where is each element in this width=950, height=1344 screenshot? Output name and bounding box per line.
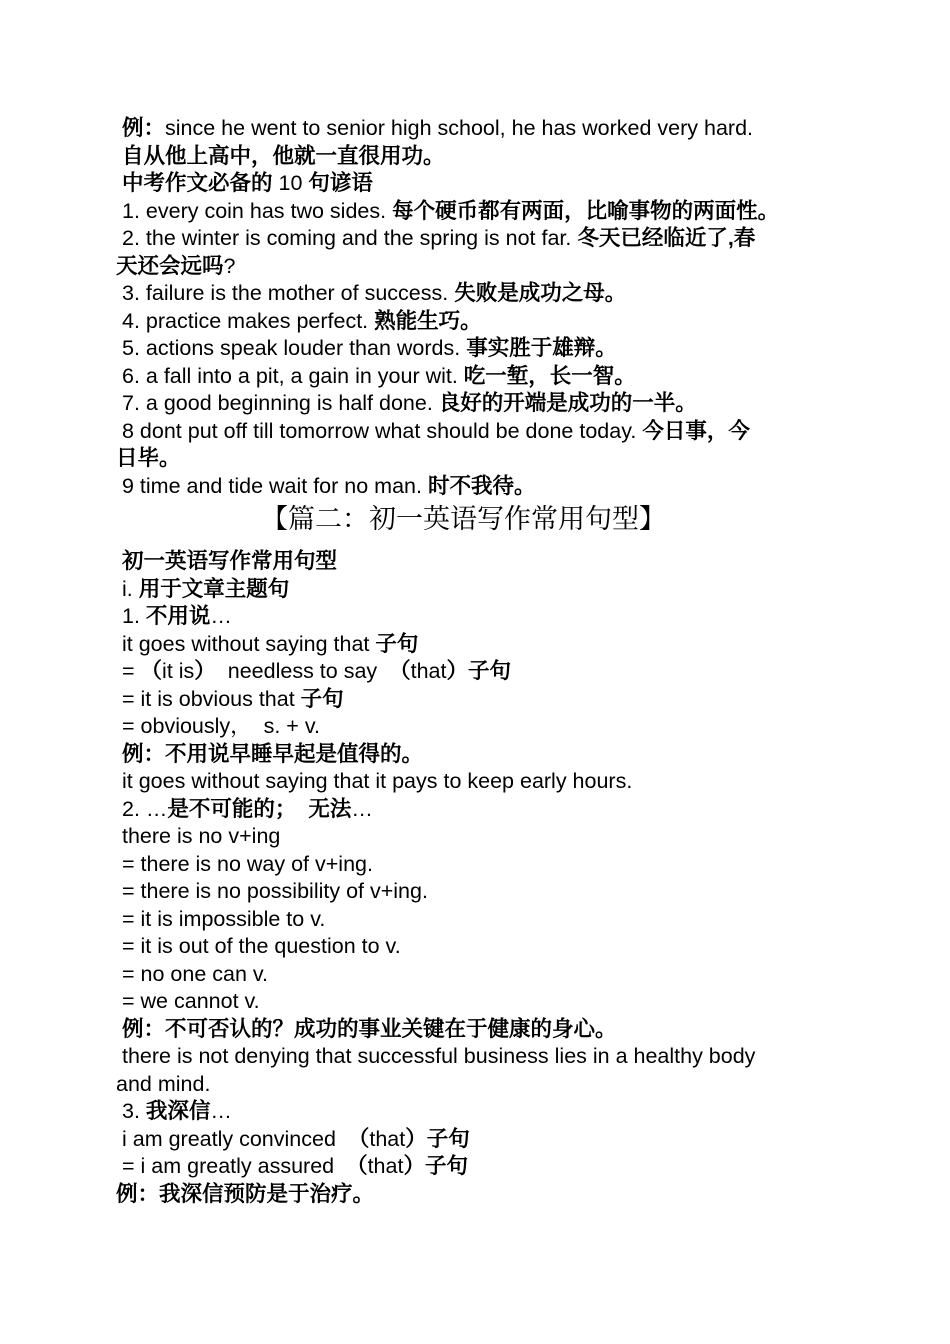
section-title: 初一英语写作常用句型 xyxy=(122,549,338,573)
pattern-line xyxy=(116,658,836,686)
example-english: it goes without saying that it pays to keep early hours. xyxy=(122,769,633,793)
proverb-line xyxy=(116,363,836,391)
paren-close: ） xyxy=(194,659,216,683)
pattern-english: it goes without saying that xyxy=(122,631,376,656)
item-label: 不用说 xyxy=(145,604,211,628)
proverbs-title-part-a: 中考作文必备的 xyxy=(122,171,273,195)
example-english: since he went to senior high school, he has worked very hard. xyxy=(165,116,754,140)
paren-close: ） xyxy=(403,1154,425,1178)
pattern-line: = it is impossible to v. xyxy=(122,906,326,931)
example-chinese: 例：不用说早睡早起是值得的。 xyxy=(122,741,424,766)
part-i-heading xyxy=(116,576,836,604)
pattern-english: that xyxy=(410,659,447,683)
proverb-chinese-part-2: 天还会远吗 xyxy=(116,253,224,278)
proverb-line xyxy=(116,308,836,336)
part-i-prefix: i. xyxy=(122,576,139,601)
pattern-clause: 子句 xyxy=(375,631,419,656)
pattern-line: = obviously， s. + v. xyxy=(122,714,320,738)
item-3-heading xyxy=(116,1098,836,1126)
pattern-clause: 子句 xyxy=(468,659,512,683)
proverb-chinese-part-2: 日毕。 xyxy=(116,446,181,470)
pattern-clause: 子句 xyxy=(424,1154,468,1178)
pattern-english: it is xyxy=(162,659,195,683)
item-ellipsis: … xyxy=(210,604,232,628)
proverbs-title xyxy=(116,170,836,198)
example-chinese: 自从他上高中，他就一直很用功。 xyxy=(122,143,445,168)
item-ellipsis: … xyxy=(210,1099,232,1123)
proverb-line xyxy=(116,390,836,418)
pattern-line xyxy=(116,631,836,659)
item-1-heading xyxy=(116,603,836,631)
example-label: 例： xyxy=(122,116,166,140)
paren-open: （ xyxy=(346,1154,368,1178)
pattern-line xyxy=(116,1126,836,1154)
equals-sign: = xyxy=(122,659,141,683)
section-heading: 【篇二：初一英语写作常用句型】 xyxy=(261,504,666,534)
paren-open: （ xyxy=(389,659,411,683)
proverb-chinese: 熟能生巧。 xyxy=(374,308,482,333)
proverb-line xyxy=(116,335,836,363)
pattern-english: i am greatly convinced xyxy=(122,1126,348,1151)
proverb-english: 6. a fall into a pit, a gain in your wit. xyxy=(122,363,464,388)
item-number: 3. xyxy=(122,1099,146,1123)
pattern-english: = it is obvious that xyxy=(122,686,301,711)
proverb-english: 5. actions speak louder than words. xyxy=(122,336,467,360)
proverb-line xyxy=(116,198,836,226)
pattern-line: = there is no way of v+ing. xyxy=(122,851,373,876)
proverb-chinese: 良好的开端是成功的一半。 xyxy=(438,391,697,415)
pattern-line: there is no v+ing xyxy=(122,824,281,848)
example-english-part-1: there is not denying that successful business lies in a healthy body xyxy=(122,1044,756,1068)
pattern-english: = i am greatly assured xyxy=(122,1154,347,1178)
item-number: 1. xyxy=(122,604,146,628)
item-2-heading xyxy=(116,796,836,824)
pattern-english: that xyxy=(369,1126,406,1151)
example-chinese: 例：我深信预防是于治疗。 xyxy=(116,1181,375,1206)
proverb-question-mark: ? xyxy=(223,253,236,278)
example-chinese: 例：不可否认的？成功的事业关键在于健康的身心。 xyxy=(122,1016,617,1041)
pattern-english: that xyxy=(367,1154,404,1178)
proverb-english: 8 dont put off till tomorrow what should be done today. xyxy=(122,418,643,443)
paren-close: ） xyxy=(446,659,469,683)
part-i-label: 用于文章主题句 xyxy=(138,576,290,601)
proverb-line xyxy=(116,418,836,446)
pattern-clause: 子句 xyxy=(300,686,344,711)
proverb-chinese: 每个硬币都有两面，比喻事物的两面性。 xyxy=(392,198,780,223)
proverb-chinese-part-1: 冬天已经临近了,春 xyxy=(577,226,756,250)
pattern-line: = we cannot v. xyxy=(122,989,260,1013)
proverb-english: 9 time and tide wait for no man. xyxy=(122,473,428,498)
proverb-english: 7. a good beginning is half done. xyxy=(122,391,439,415)
pattern-line xyxy=(116,686,836,714)
document-content xyxy=(116,115,836,1208)
proverb-chinese-part-1: 今日事，今 xyxy=(642,418,750,443)
proverb-line xyxy=(116,280,836,308)
pattern-line: = it is out of the question to v. xyxy=(122,934,401,958)
paren-close: ） xyxy=(405,1126,427,1151)
proverbs-title-part-b: 句谚语 xyxy=(308,171,373,195)
example-english-part-2: and mind. xyxy=(116,1071,211,1096)
item-number: 2. … xyxy=(122,796,168,821)
proverb-english: 2. the winter is coming and the spring is not far. xyxy=(122,226,578,250)
proverb-english: 1. every coin has two sides. xyxy=(122,198,393,223)
item-ellipsis: … xyxy=(351,796,373,821)
proverb-line-continued xyxy=(116,445,836,473)
proverb-chinese: 失败是成功之母。 xyxy=(454,281,627,305)
proverb-chinese: 吃一堑，长一智。 xyxy=(463,363,636,388)
pattern-clause: 子句 xyxy=(426,1126,470,1151)
paren-open: （ xyxy=(347,1126,370,1151)
proverb-english: 3. failure is the mother of success. xyxy=(122,281,455,305)
item-label: 我深信 xyxy=(145,1099,211,1123)
item-label: 是不可能的； 无法 xyxy=(167,796,352,821)
proverbs-title-number: 10 xyxy=(272,171,309,195)
proverb-chinese: 事实胜于雄辩。 xyxy=(466,336,617,360)
pattern-line xyxy=(116,1153,836,1181)
proverb-chinese: 时不我待。 xyxy=(427,473,536,498)
proverb-line xyxy=(116,473,836,501)
proverb-line-continued xyxy=(116,253,836,281)
pattern-line: = there is no possibility of v+ing. xyxy=(122,879,428,903)
proverb-line xyxy=(116,225,836,253)
example-line xyxy=(116,115,836,143)
proverb-english: 4. practice makes perfect. xyxy=(122,308,375,333)
pattern-english: needless to say xyxy=(215,659,390,683)
pattern-line: = no one can v. xyxy=(122,961,269,986)
paren-open: （ xyxy=(140,659,163,683)
